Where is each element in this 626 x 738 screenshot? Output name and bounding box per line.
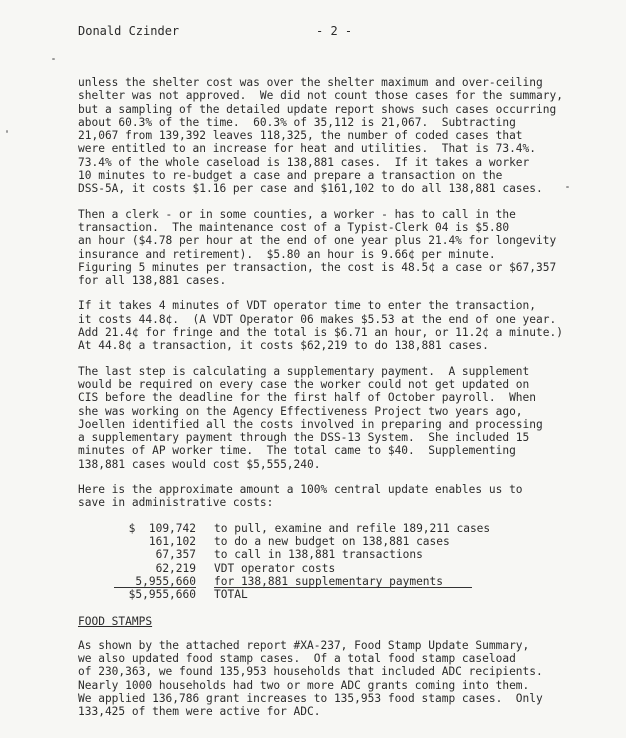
text-line: 21,067 from 139,392 leaves 118,325, the number of coded cases that [78,129,523,143]
text-line: about 60.3% of the time. 60.3% of 35,112 is 21,067. Subtracting [78,115,516,129]
cost-row [114,562,548,575]
scan-speck [6,130,8,133]
text-line: 73.4% of the whole caseload is 138,881 cases. If it takes a worker [78,155,530,169]
text-line: Add 21.4¢ for fringe and the total is $6.71 an hour, or 11.2¢ a minute.) [78,326,563,340]
cost-amount: 161,102 [148,534,196,548]
text-line: Nearly 1000 households had two or more ADC grants coming into them. [78,678,530,692]
cost-amount: 62,219 [155,561,196,575]
text-line: but a sampling of the detailed update report shows such cases occurring [78,102,557,116]
text-line: Figuring 5 minutes per transaction, the cost is 48.5¢ a case or $67,357 [78,260,557,274]
text-line: Then a clerk - or in some counties, a worker - has to call in the [78,207,516,221]
cost-description: to pull, examine and refile 189,211 cases [214,521,491,535]
cost-description: to do a new budget on 138,881 cases [214,534,450,548]
text-line: As shown by the attached report #XA-237, Food Stamp Update Summary, [78,638,530,652]
text-line: unless the shelter cost was over the shelter maximum and over-ceiling [78,76,543,89]
text-line: CIS before the deadline for the first half of October payroll. When [78,391,537,405]
cost-row [114,535,548,548]
paragraph-clerk-cost [78,207,557,288]
text-line: 133,425 of them were active for ADC. [78,705,321,719]
text-line: Joellen identified all the costs involved in preparing and processing [78,417,543,431]
scan-speck [566,186,569,188]
text-line: of 230,363, we found 135,953 households that included ADC recipients. [78,665,543,679]
header-author: Donald Czinder [78,24,180,38]
text-line: Here is the approximate amount a 100% central update enables us to [78,483,523,497]
cost-table [114,522,548,602]
text-line: a supplementary payment through the DSS-13 System. She included 15 [78,431,530,445]
text-line: she was working on the Agency Effectiveness Project two years ago, [78,404,523,418]
cost-description: to call in 138,881 transactions [214,548,423,562]
text-line: DSS-5A, it costs $1.16 per case and $161,102 to do all 138,881 cases. [78,182,543,196]
header-page-number: - 2 - [316,24,353,38]
text-line: transaction. The maintenance cost of a Typist-Clerk 04 is $5.80 [78,220,510,234]
text-line: save in administrative costs: [78,496,274,510]
cost-row [114,522,548,535]
text-line: 138,881 cases would cost $5,555,240. [78,457,321,471]
scan-speck [52,58,55,60]
cost-row [114,575,548,588]
cost-description: VDT operator costs [214,561,336,575]
text-line: The last step is calculating a supplementary payment. A supplement [78,364,530,378]
text-line: 10 minutes to re-budget a case and prepare a transaction on the [78,169,503,183]
paragraph-savings-intro [78,483,548,510]
text-line: we also updated food stamp cases. Of a total food stamp caseload [78,651,516,665]
paragraph-shelter-cases [78,76,563,196]
text-line: minutes of AP worker time. The total came to $40. Supplementing [78,444,516,458]
paragraph-vdt-cost [78,299,563,353]
text-line: would be required on every case the worker could not get updated on [78,377,530,391]
cost-amount: 67,357 [155,548,196,562]
cost-amount: 5,955,660 [114,575,196,588]
cost-total-label: TOTAL [214,588,248,602]
paragraph-food-stamps [78,639,548,719]
text-line: insurance and retirement). $5.80 an hour is 9.66¢ per minute. [78,247,496,261]
section-heading-food-stamps: FOOD STAMPS [78,615,153,629]
text-line: At 44.8¢ a transaction, it costs $62,219 to do 138,881 cases. [78,339,489,353]
text-line: We applied 136,786 grant increases to 135,953 food stamp cases. Only [78,691,543,705]
cost-total-amount: $5,955,660 [128,588,196,602]
paragraph-supplementary-payment [78,365,548,471]
cost-amount: $ 109,742 [128,521,196,535]
text-line: for all 138,881 cases. [78,274,227,288]
cost-total-row [114,588,548,601]
text-line: an hour ($4.78 per hour at the end of one year plus 21.4% for longevity [78,234,557,248]
text-line: shelter was not approved. We did not count those cases for the summary, [78,89,563,103]
text-line: were entitled to an increase for heat and utilities. That is 73.4%. [78,142,537,156]
cost-description: for 138,881 supplementary payments [214,575,472,588]
cost-row [114,548,548,561]
text-line: it costs 44.8¢. (A VDT Operator 06 makes $5.53 at the end of one year. [78,312,557,326]
document-body [78,76,563,730]
text-line: If it takes 4 minutes of VDT operator time to enter the transaction, [78,299,537,313]
